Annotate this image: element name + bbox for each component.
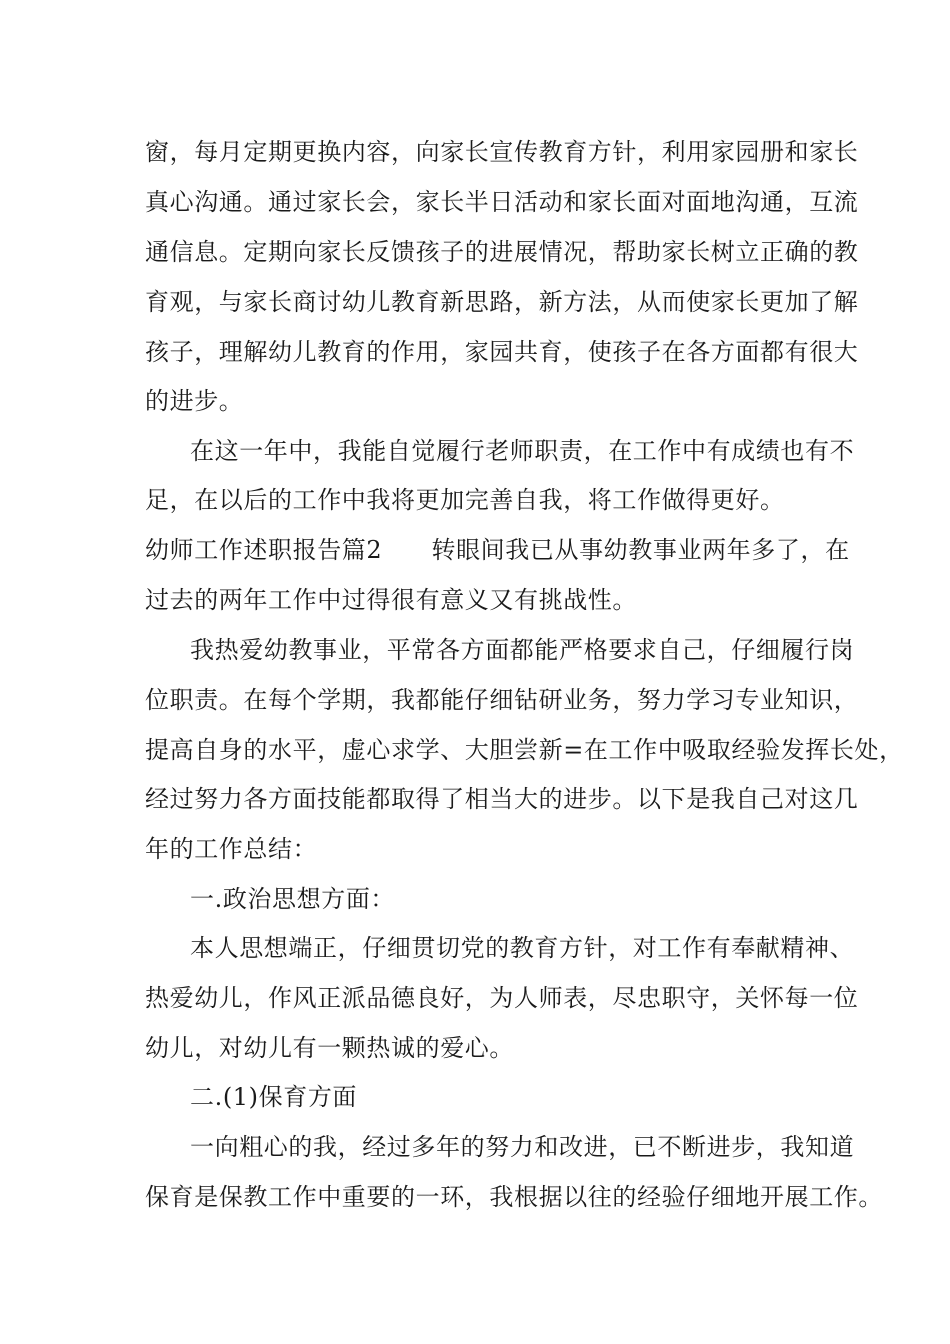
text-line: 足，在以后的工作中我将更加完善自我，将工作做得更好。 <box>145 486 785 514</box>
text-line: 经过努力各方面技能都取得了相当大的进步。以下是我自己对这几 <box>145 785 859 813</box>
text-line: 窗，每月定期更换内容，向家长宣传教育方针，利用家园册和家长 <box>145 138 859 166</box>
text-line: 年的工作总结： <box>145 835 318 863</box>
text-line: 热爱幼儿，作风正派品德良好，为人师表，尽忠职守，关怀每一位 <box>145 984 859 1012</box>
text-line: 通信息。定期向家长反馈孩子的进展情况，帮助家长树立正确的教 <box>145 238 859 266</box>
text-line: 孩子，理解幼儿教育的作用，家园共育，使孩子在各方面都有很大 <box>145 338 859 366</box>
text-line: 我热爱幼教事业，平常各方面都能严格要求自己，仔细履行岗 <box>190 636 855 664</box>
text-line: 位职责。在每个学期，我都能仔细钻研业务，努力学习专业知识， <box>145 686 859 714</box>
text-line: 幼儿，对幼儿有一颗热诚的爱心。 <box>145 1034 514 1062</box>
subheading-line: 一.政治思想方面： <box>190 885 396 913</box>
section-heading-line: 幼师工作述职报告篇2 转眼间我已从事幼教事业两年多了，在 <box>145 536 850 564</box>
text-line: 本人思想端正，仔细贯切党的教育方针，对工作有奉献精神、 <box>190 934 855 962</box>
text-line: 提高自身的水平，虚心求学、大胆尝新=在工作中吸取经验发挥长处， <box>145 736 904 764</box>
text-line: 保育是保教工作中重要的一环，我根据以往的经验仔细地开展工作。 <box>145 1183 883 1211</box>
text-line: 在这一年中，我能自觉履行老师职责，在工作中有成绩也有不 <box>190 437 855 465</box>
text-line: 育观，与家长商讨幼儿教育新思路，新方法，从而使家长更加了解 <box>145 288 859 316</box>
text-line: 真心沟通。通过家长会，家长半日活动和家长面对面地沟通，互流 <box>145 188 859 216</box>
text-line: 一向粗心的我，经过多年的努力和改进，已不断进步，我知道 <box>190 1133 855 1161</box>
text-line: 的进步。 <box>145 387 244 415</box>
text-line: 过去的两年工作中过得很有意义又有挑战性。 <box>145 586 637 614</box>
subheading-line: 二.(1)保育方面 <box>190 1083 358 1111</box>
